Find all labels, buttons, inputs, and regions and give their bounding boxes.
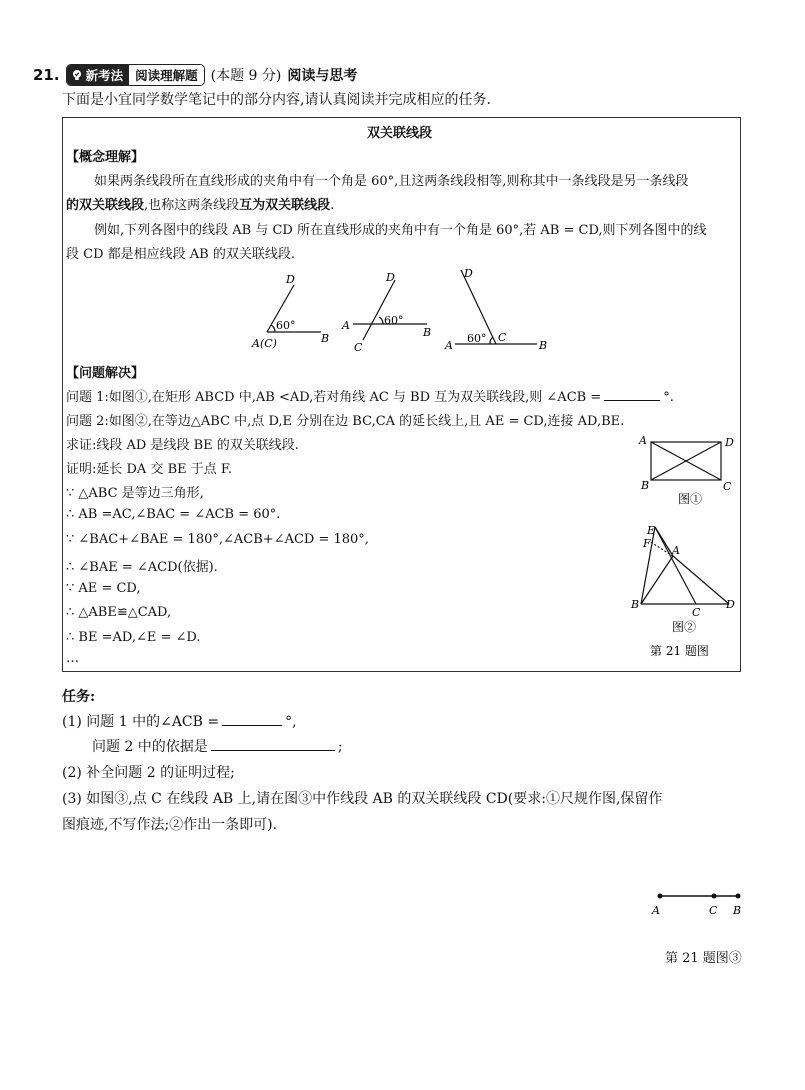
proof-line: ∵ AE = CD,: [66, 581, 141, 596]
fig2-label-A: A: [672, 544, 680, 557]
tag-reading-label: 阅读理解题: [129, 65, 204, 85]
fig3-label-A: A: [652, 904, 660, 917]
tasks-title: 任务:: [62, 689, 96, 705]
proof-line: ∴ AB =AC,∠BAC = ∠ACB = 60°.: [66, 507, 281, 522]
fig3-label-B: B: [733, 904, 742, 917]
question-header: [33, 64, 357, 86]
example2-angle-label: 60°: [384, 314, 404, 327]
example3-label-C: C: [498, 331, 507, 344]
problem-2: 问题 2:如图②,在等边△ABC 中,点 D,E 分别在边 BC,CA 的延长线上,且 AE = CD,连接 AD,BE.: [66, 414, 625, 429]
bulb-icon: [71, 69, 83, 81]
definition-line-1: 如果两条线段所在直线形成的夹角中有一个角是 60°,且这两条线段相等,则称其中一条线段是另一条线段: [94, 174, 689, 189]
example1-label-D: D: [286, 273, 295, 286]
score: (本题 9 分): [210, 68, 282, 84]
term-1: 的双关联线段: [66, 198, 145, 213]
fig2-label-B: B: [631, 598, 640, 611]
task-1-angle-blank[interactable]: [222, 711, 282, 726]
fig1-caption: 图①: [678, 492, 703, 506]
figure-1-rectangle: [651, 442, 721, 480]
example3-angle-label: 60°: [467, 332, 487, 345]
proof-line: ∴ △ABE≌△CAD,: [66, 605, 172, 620]
proof-line: ∵ ∠BAC+∠BAE = 180°,∠ACB+∠ACD = 180°,: [66, 532, 369, 547]
example-line-1: 例如,下列各图中的线段 AB 与 CD 所在直线形成的夹角中有一个角是 60°,若 AB = CD,则下列各图中的线: [94, 223, 707, 238]
example2-label-C: C: [354, 341, 363, 354]
example2-label-B: B: [423, 326, 432, 339]
solve-heading: 【问题解决】: [66, 366, 145, 381]
question-number: 21.: [33, 66, 60, 84]
example-diagrams: [240, 262, 560, 358]
task-1: [62, 711, 297, 731]
example1-angle-label: 60°: [276, 319, 296, 332]
fig2-label-F: F: [643, 537, 651, 550]
problem-1: [66, 386, 674, 405]
proof-line: 证明:延长 DA 交 BE 于点 F.: [66, 462, 233, 477]
example-diagram-2: [353, 280, 427, 340]
proof-line: 求证:线段 AD 是线段 BE 的双关联线段.: [66, 438, 299, 453]
figure-3: [640, 884, 750, 920]
fig2-label-E: E: [647, 524, 656, 537]
example2-label-A: A: [342, 319, 350, 332]
fig2-label-C: C: [692, 606, 701, 619]
fig1-label-C: C: [723, 480, 732, 493]
definition-end: .: [330, 198, 335, 213]
proof-line: ∴ ∠BAE = ∠ACD(依据).: [66, 560, 218, 575]
task-1-basis-end: ;: [337, 739, 343, 755]
proof-line: ∴ BE =AD,∠E = ∠D.: [66, 630, 201, 645]
example3-label-D: D: [464, 267, 473, 280]
figure-3-segment: [658, 894, 740, 898]
figures-1-2: [626, 430, 738, 670]
example-line-2: 段 CD 都是相应线段 AB 的双关联线段.: [66, 247, 295, 262]
task-1-unit: °,: [285, 714, 297, 730]
example3-label-B: B: [539, 339, 548, 352]
task-3-line-1: (3) 如图③,点 C 在线段 AB 上,请在图③中作线段 AB 的双关联线段 CD(要求:①尺规作图,保留作: [62, 791, 663, 807]
tag-new-method-label: 新考法: [85, 68, 124, 83]
proof-line: ∵ △ABC 是等边三角形,: [66, 486, 204, 501]
task-1-basis-blank[interactable]: [211, 736, 335, 751]
problem-1-answer-blank[interactable]: [604, 386, 660, 401]
fig1-label-B: B: [641, 479, 650, 492]
notes-title: 双关联线段: [367, 126, 433, 141]
fig3-label-C: C: [709, 904, 718, 917]
example1-label-B: B: [321, 332, 330, 345]
task-3-line-2: 图痕迹,不写作法;②作出一条即可).: [62, 817, 278, 833]
figure-3-caption: 第 21 题图③: [665, 951, 742, 966]
new-method-tag: [67, 65, 130, 85]
definition-line-2: [66, 194, 334, 213]
concept-heading: 【概念理解】: [66, 150, 145, 165]
problem-1-unit: °.: [663, 390, 674, 405]
term-2: 互为双关联线段: [239, 198, 331, 213]
question-title: 阅读与思考: [287, 68, 358, 84]
example1-label-AC: A(C): [252, 337, 277, 350]
example2-label-D: D: [386, 271, 395, 284]
proof-ellipsis: …: [66, 651, 79, 666]
task-1-basis: [92, 736, 343, 756]
problem-1-text: 问题 1:如图①,在矩形 ABCD 中,AB <AD,若对角线 AC 与 BD 互为双关联线段,则 ∠ACB =: [66, 390, 602, 405]
figure-2-triangles: [641, 527, 729, 604]
fig1-label-A: A: [639, 434, 647, 447]
figures-caption: 第 21 题图: [650, 644, 709, 658]
intro-text: 下面是小宜同学数学笔记中的部分内容,请认真阅读并完成相应的任务.: [62, 92, 491, 108]
fig2-label-D: D: [726, 598, 735, 611]
example3-label-A: A: [445, 339, 453, 352]
task-2: (2) 补全问题 2 的证明过程;: [62, 765, 235, 781]
task-1-text: (1) 问题 1 中的∠ACB =: [62, 714, 220, 730]
task-1-basis-text: 问题 2 中的依据是: [92, 739, 208, 755]
question-tag: [66, 64, 205, 86]
fig2-caption: 图②: [672, 620, 697, 634]
definition-mid: ,也称这两条线段: [144, 198, 240, 213]
fig1-label-D: D: [725, 436, 734, 449]
